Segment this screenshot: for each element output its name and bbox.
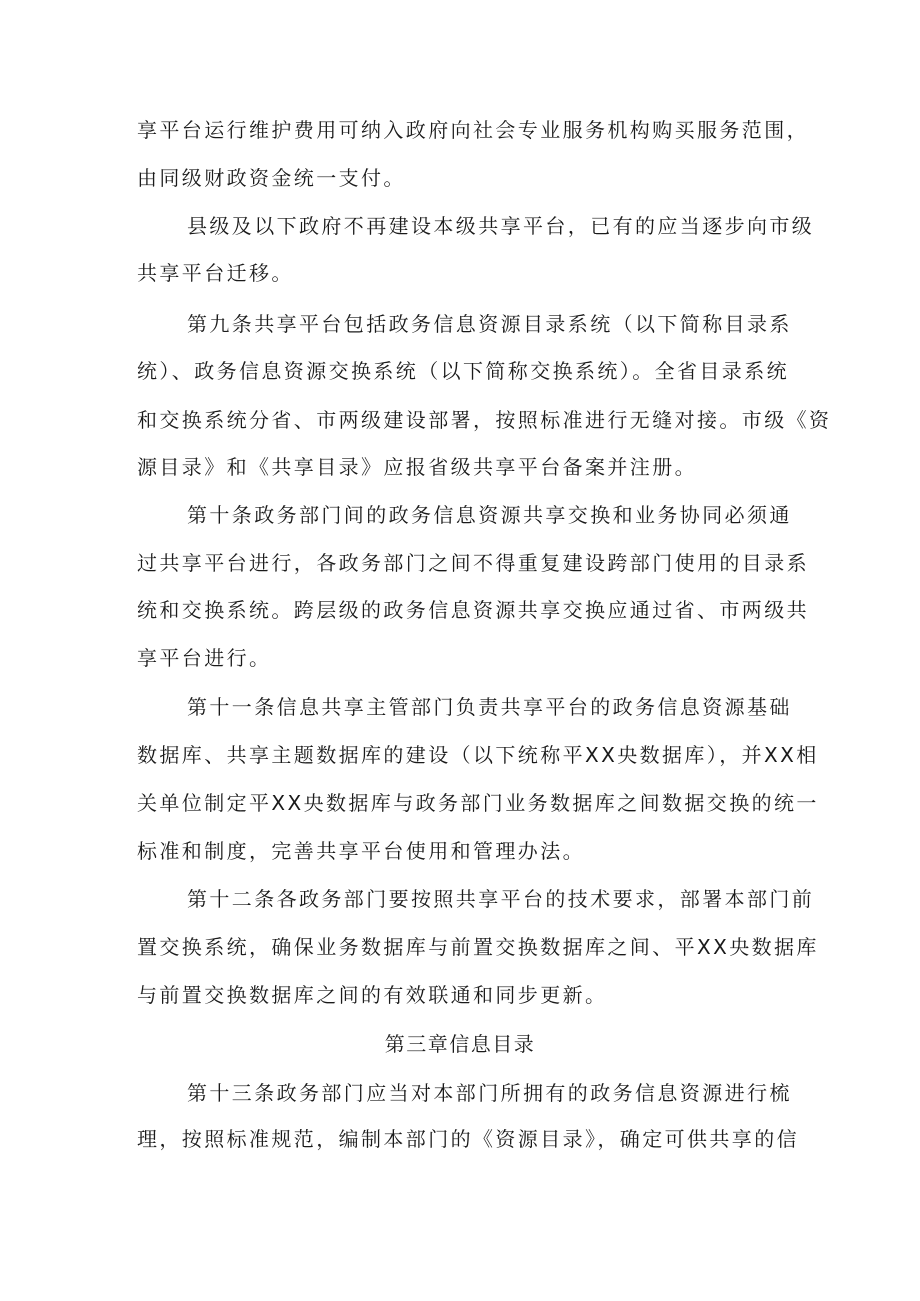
paragraph-line: 过共享平台进行，各政务部门之间不得重复建设跨部门使用的目录系 [137,551,809,575]
paragraph-line: 关单位制定平XX央数据库与政务部门业务数据库之间数据交换的统一 [137,791,819,815]
paragraph-line: 由同级财政资金统一支付。 [137,166,406,190]
article-13-line: 第十三条政务部门应当对本部门所拥有的政务信息资源进行梳 [187,1081,792,1105]
paragraph-line: 统）、政务信息资源交换系统（以下简称交换系统）。全省目录系统 [137,359,789,383]
paragraph-line: 享平台进行。 [137,646,272,670]
article-10-line: 第十条政务部门间的政务信息资源共享交换和业务协同必须通 [187,503,792,527]
paragraph-line: 标准和制度，完善共享平台使用和管理办法。 [137,839,585,863]
paragraph-line: 数据库、共享主题数据库的建设（以下统称平XX央数据库），并XX相 [137,743,819,767]
paragraph-line: 和交换系统分省、市两级建设部署，按照标准进行无缝对接。市级《资 [137,408,832,432]
article-12-line: 第十二条各政务部门要按照共享平台的技术要求，部署本部门前 [187,887,815,911]
paragraph-line: 县级及以下政府不再建设本级共享平台，已有的应当逐步向市级 [187,214,815,238]
paragraph-line: 与前置交换数据库之间的有效联通和同步更新。 [137,983,608,1007]
article-9-line: 第九条共享平台包括政务信息资源目录系统（以下简称目录系 [187,312,792,336]
chapter-heading: 第三章信息目录 [384,1032,536,1056]
article-11-line: 第十一条信息共享主管部门负责共享平台的政务信息资源基础 [187,695,792,719]
paragraph-line: 共享平台迁移。 [137,261,294,285]
paragraph-line: 享平台运行维护费用可纳入政府向社会专业服务机构购买服务范围， [137,118,809,142]
paragraph-line: 源目录》和《共享目录》应报省级共享平台备案并注册。 [137,455,697,479]
paragraph-line: 理，按照标准规范，编制本部门的《资源目录》，确定可供共享的信 [137,1127,799,1151]
paragraph-line: 置交换系统，确保业务数据库与前置交换数据库之间、平XX央数据库 [137,935,819,959]
paragraph-line: 统和交换系统。跨层级的政务信息资源共享交换应通过省、市两级共 [137,598,809,622]
